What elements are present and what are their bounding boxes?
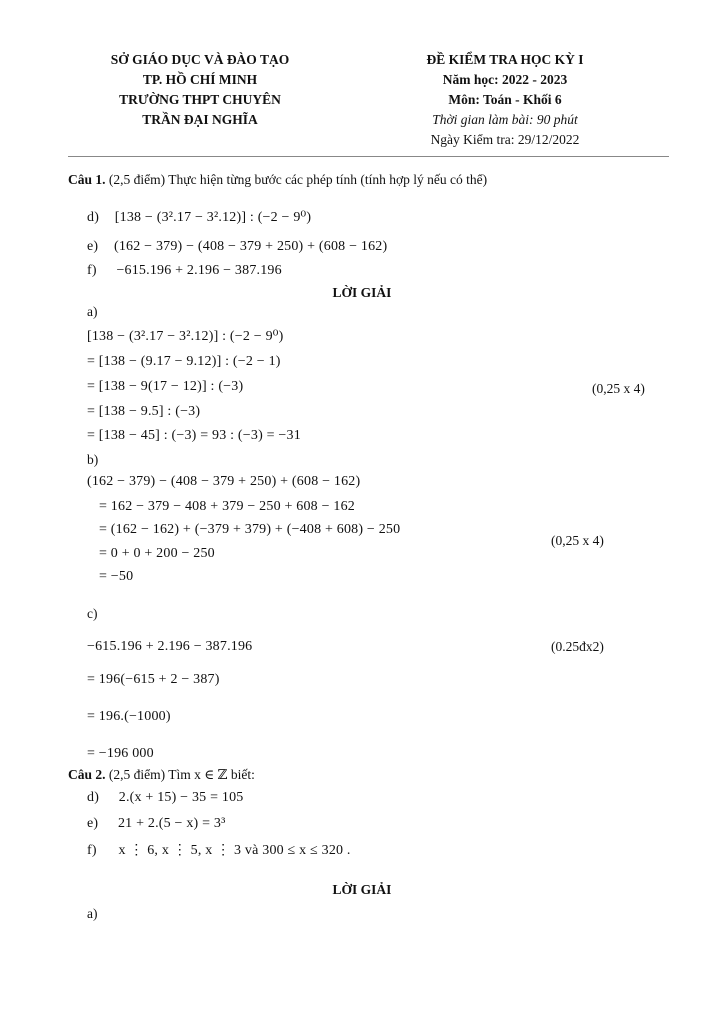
item-letter: e)	[87, 816, 99, 831]
sol1-b-line-1: (162 − 379) − (408 − 379 + 250) + (608 − 162)	[87, 474, 361, 489]
sol1-b-line-2: = 162 − 379 − 408 + 379 − 250 + 608 − 162	[99, 499, 355, 514]
sol1-c-line-4: = −196 000	[87, 746, 154, 761]
q2-item-e	[87, 816, 226, 832]
sol1-a-line-4: = [138 − 9.5] : (−3)	[87, 404, 201, 419]
item-letter: d)	[87, 790, 100, 805]
sol1-a-score: (0,25 x 4)	[592, 381, 645, 396]
q2-item-d	[87, 790, 243, 806]
header-dept: SỞ GIÁO DỤC VÀ ĐÀO TẠO	[110, 52, 290, 67]
item-expression: 2.(x + 15) − 35 = 105	[118, 790, 244, 805]
header-city: TP. HỒ CHÍ MINH	[142, 72, 258, 87]
q1-item-d	[87, 209, 311, 226]
item-expression: [138 − (3².17 − 3².12)] : (−2 − 9⁰)	[114, 210, 312, 225]
sol1-a-line-3: = [138 − 9(17 − 12)] : (−3)	[87, 379, 244, 394]
solution-2-title: LỜI GIẢI	[332, 882, 392, 897]
sol1-b-line-5: = −50	[99, 569, 134, 584]
item-expression: x ⋮ 6, x ⋮ 5, x ⋮ 3 và 300 ≤ x ≤ 320 .	[118, 843, 351, 858]
exam-date: Ngày Kiểm tra: 29/12/2022	[430, 132, 580, 147]
sol1-c-line-3: = 196.(−1000)	[87, 709, 171, 724]
exam-title: ĐỀ KIỂM TRA HỌC KỲ I	[426, 52, 584, 67]
question-1-text: (2,5 điểm) Thực hiện từng bước các phép tính (tính hợp lý nếu có thể)	[105, 172, 488, 187]
q2-item-f	[87, 842, 351, 859]
sol1-b-line-3: = (162 − 162) + (−379 + 379) + (−408 + 608) − 250	[99, 522, 401, 537]
header-school: TRƯỜNG THPT CHUYÊN	[119, 92, 281, 107]
item-letter: d)	[87, 210, 100, 225]
sol1-a-line-5: = [138 − 45] : (−3) = 93 : (−3) = −31	[87, 428, 301, 443]
item-expression: (162 − 379) − (408 − 379 + 250) + (608 − 162)	[113, 239, 388, 254]
item-expression: −615.196 + 2.196 − 387.196	[116, 263, 282, 278]
sol1-c-line-2: = 196(−615 + 2 − 387)	[87, 672, 220, 687]
header-school-name: TRẦN ĐẠI NGHĨA	[142, 112, 258, 127]
header-divider	[68, 156, 669, 157]
question-2	[68, 767, 255, 783]
question-2-text: (2,5 điểm) Tìm x ∈ ℤ biết:	[105, 767, 255, 782]
question-1-label: Câu 1.	[68, 172, 106, 187]
subject: Môn: Toán - Khối 6	[448, 92, 562, 107]
solution-1-title: LỜI GIẢI	[332, 285, 392, 300]
sol1-b-line-4: = 0 + 0 + 200 − 250	[99, 546, 215, 561]
item-letter: f)	[87, 843, 97, 858]
q1-item-f	[87, 263, 282, 279]
sol1-c-score: (0.25đx2)	[551, 639, 604, 654]
sol1-part-a-label: a)	[87, 304, 98, 319]
item-letter: f)	[87, 263, 97, 278]
question-2-label: Câu 2.	[68, 767, 106, 782]
sol1-part-b-label: b)	[87, 452, 99, 467]
item-letter: e)	[87, 239, 99, 254]
sol1-a-line-2: = [138 − (9.17 − 9.12)] : (−2 − 1)	[87, 354, 281, 369]
sol2-part-a-label: a)	[87, 906, 98, 921]
sol1-a-line-1: [138 − (3².17 − 3².12)] : (−2 − 9⁰)	[87, 329, 284, 344]
q1-item-e	[87, 239, 387, 255]
sol1-part-c-label: c)	[87, 606, 98, 621]
school-year: Năm học: 2022 - 2023	[442, 72, 568, 87]
item-expression: 21 + 2.(5 − x) = 3³	[117, 816, 226, 831]
exam-duration: Thời gian làm bài: 90 phút	[432, 112, 578, 127]
question-1	[68, 172, 487, 188]
sol1-c-line-1: −615.196 + 2.196 − 387.196	[87, 639, 253, 654]
sol1-b-score: (0,25 x 4)	[551, 533, 604, 548]
